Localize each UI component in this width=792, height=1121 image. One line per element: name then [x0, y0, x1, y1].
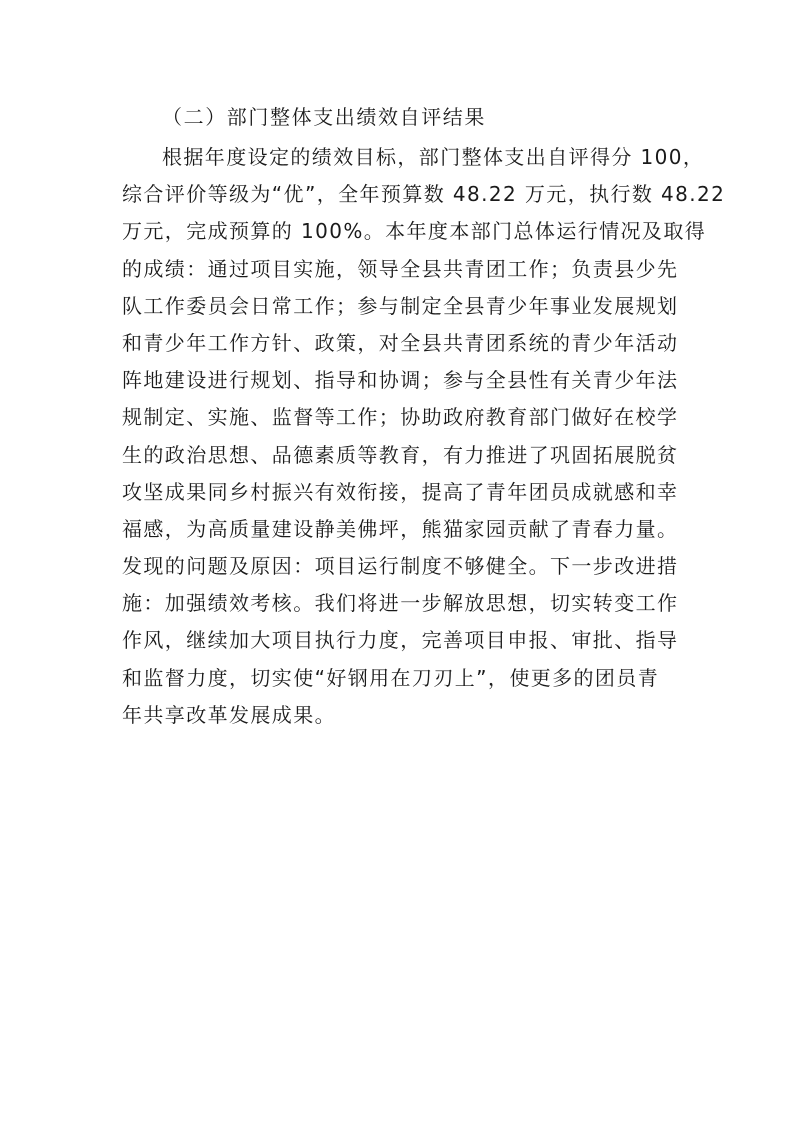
body-line: 福感，为高质量建设静美佛坪，熊猫家园贡献了青春力量。 — [122, 516, 679, 541]
section-body — [122, 139, 726, 734]
body-line: 年共享改革发展成果。 — [122, 702, 336, 727]
body-line: 和监督力度，切实使“好钢用在刀刃上”，使更多的团员青 — [122, 665, 660, 690]
body-line: 阵地建设进行规划、指导和协调；参与全县性有关青少年法 — [122, 368, 679, 393]
body-line: 和青少年工作方针、政策，对全县共青团系统的青少年活动 — [122, 330, 679, 355]
body-line: 生的政治思想、品德素质等教育，有力推进了巩固拓展脱贫 — [122, 442, 679, 467]
body-line: 综合评价等级为“优”，全年预算数 48.22 万元，执行数 48.22 — [122, 182, 726, 207]
body-line: 根据年度设定的绩效目标，部门整体支出自评得分 100， — [162, 145, 705, 169]
body-line: 的成绩：通过项目实施，领导全县共青团工作；负责县少先 — [122, 256, 679, 281]
section-heading: （二）部门整体支出绩效自评结果 — [162, 105, 486, 129]
body-line: 队工作委员会日常工作；参与制定全县青少年事业发展规划 — [122, 293, 679, 318]
body-line: 作风，继续加大项目执行力度，完善项目申报、审批、指导 — [122, 628, 679, 653]
body-line: 发现的问题及原因：项目运行制度不够健全。下一步改进措 — [122, 554, 679, 579]
body-line: 攻坚成果同乡村振兴有效衔接，提高了青年团员成就感和幸 — [122, 479, 679, 504]
body-line: 万元，完成预算的 100%。本年度本部门总体运行情况及取得 — [122, 219, 707, 244]
body-line: 施：加强绩效考核。我们将进一步解放思想，切实转变工作 — [122, 591, 679, 616]
body-line: 规制定、实施、监督等工作；协助政府教育部门做好在校学 — [122, 405, 679, 430]
